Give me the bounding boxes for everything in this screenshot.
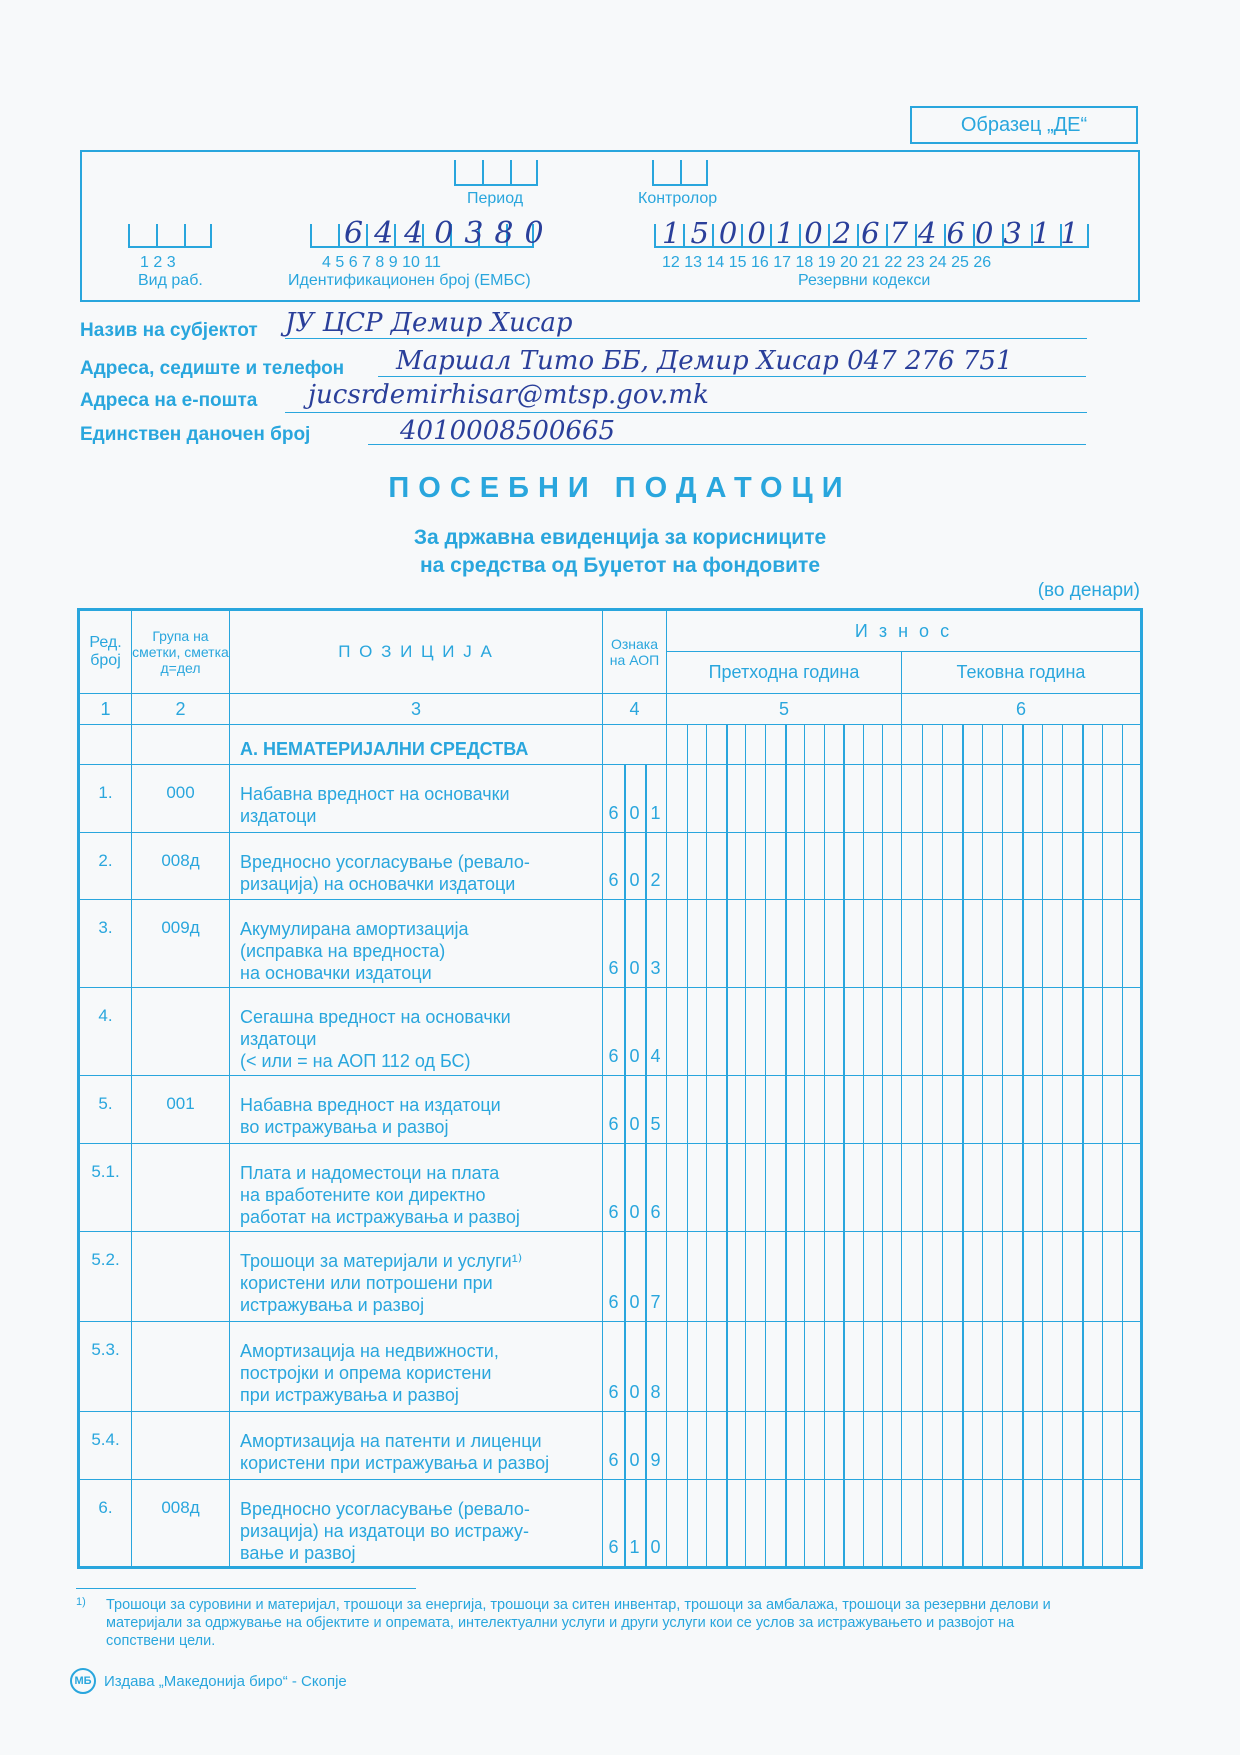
aop-code xyxy=(603,765,667,833)
position-text xyxy=(230,1480,603,1568)
id-value: 6440380 xyxy=(344,216,555,251)
aop-digit: 6 xyxy=(608,1046,619,1066)
row-number: 5.3. xyxy=(79,1322,132,1412)
period-boxes[interactable] xyxy=(454,160,538,186)
subtitle xyxy=(0,524,1240,580)
aop-digit: 6 xyxy=(608,958,619,978)
aop-digit: 6 xyxy=(650,1202,661,1222)
group-code: 009д xyxy=(132,900,230,988)
aop-digit: 6 xyxy=(608,1537,619,1557)
footnote-rule xyxy=(76,1588,416,1589)
amount-curr-year-input[interactable] xyxy=(902,765,1142,833)
header-aop: Ознака на АОП xyxy=(603,610,667,694)
aop-digit: 0 xyxy=(629,870,640,890)
position-line: користени при истражувања и развој xyxy=(240,1453,550,1473)
tax-number-label: Единствен даночен број xyxy=(80,424,311,445)
position-line: издатоци xyxy=(240,1029,317,1049)
position-line: Амортизација на патенти и лиценци xyxy=(240,1431,542,1451)
aop-digit: 0 xyxy=(629,1046,640,1066)
work-type-label: Вид раб. xyxy=(138,272,203,289)
row-number: 5.1. xyxy=(79,1144,132,1232)
position-line: вање и развој xyxy=(240,1543,356,1563)
aop-digit: 0 xyxy=(629,1202,640,1222)
aop-digit: 6 xyxy=(608,1382,619,1402)
group-code: 000 xyxy=(132,765,230,833)
position-line: при истражувања и развој xyxy=(240,1385,459,1405)
row-number: 3. xyxy=(79,900,132,988)
position-line: ризација) на издатоци во истражу- xyxy=(240,1521,530,1541)
header-amount: И з н о с xyxy=(667,610,1142,652)
aop-digit: 9 xyxy=(650,1450,661,1470)
aop-digit: 0 xyxy=(629,803,640,823)
aop-digit: 5 xyxy=(650,1114,661,1134)
position-line: Вредносно усогласување (ревало- xyxy=(240,1499,530,1519)
header-position: П О З И Ц И Ј А xyxy=(230,610,603,694)
amount-prev-year-input[interactable] xyxy=(667,988,902,1076)
work-type-boxes[interactable] xyxy=(128,224,212,248)
row-number: 5. xyxy=(79,1076,132,1144)
address-label: Адреса, седиште и телефон xyxy=(80,358,345,379)
main-title: ПОСЕБНИ ПОДАТОЦИ xyxy=(388,472,852,504)
row-number: 4. xyxy=(79,988,132,1076)
amount-prev-year-input[interactable] xyxy=(667,1412,902,1480)
amount-curr-year-input[interactable] xyxy=(902,988,1142,1076)
subject-name-label: Назив на субјектот xyxy=(80,320,258,341)
aop-digit: 1 xyxy=(629,1537,640,1557)
aop-digit: 7 xyxy=(650,1292,661,1312)
group-code xyxy=(132,1322,230,1412)
col-number-4: 4 xyxy=(603,694,667,725)
aop-digit: 6 xyxy=(608,1202,619,1222)
amount-prev-year-input[interactable] xyxy=(667,1322,902,1412)
aop-digit: 6 xyxy=(608,1292,619,1312)
group-code: 008д xyxy=(132,1480,230,1568)
table-row xyxy=(79,900,1142,988)
col-number-5: 5 xyxy=(667,694,902,725)
aop-digit: 6 xyxy=(608,1114,619,1134)
aop-digit: 4 xyxy=(650,1046,661,1066)
aop-digit: 2 xyxy=(650,870,661,890)
position-text xyxy=(230,765,603,833)
col-number-3: 3 xyxy=(230,694,603,725)
position-text xyxy=(230,900,603,988)
aop-code xyxy=(603,1412,667,1480)
table-row xyxy=(79,1480,1142,1568)
aop-digit: 0 xyxy=(650,1537,661,1557)
header-prev-year: Претходна година xyxy=(667,652,902,694)
group-code xyxy=(132,1232,230,1322)
id-numbers: 4 5 6 7 8 9 10 11 xyxy=(322,254,441,271)
period-label: Период xyxy=(467,190,524,207)
position-line: (< или = на АОП 112 од БС) xyxy=(240,1051,471,1071)
aop-code xyxy=(603,1076,667,1144)
position-line: издатоци xyxy=(240,806,317,826)
table-row xyxy=(79,1144,1142,1232)
amount-prev-year-input[interactable] xyxy=(667,1232,902,1322)
aop-code xyxy=(603,988,667,1076)
section-row xyxy=(79,725,1142,765)
amount-prev-section xyxy=(667,725,902,765)
position-text xyxy=(230,988,603,1076)
position-line: Набавна вредност на основачки xyxy=(240,784,510,804)
aop-code xyxy=(603,1144,667,1232)
position-line: постројки и опрема користени xyxy=(240,1363,492,1383)
work-type-numbers: 1 2 3 xyxy=(140,254,176,271)
aop-code xyxy=(603,833,667,900)
aop-code xyxy=(603,900,667,988)
col-number-6: 6 xyxy=(902,694,1142,725)
position-line: Сегашна вредност на основачки xyxy=(240,1007,511,1027)
email-label: Адреса на е-пошта xyxy=(80,390,258,411)
position-line: Акумулирана амортизација xyxy=(240,919,469,939)
amount-curr-year-input[interactable] xyxy=(902,833,1142,900)
row-number: 5.4. xyxy=(79,1412,132,1480)
publisher-logo: МБ xyxy=(70,1668,96,1694)
position-line: Вредносно усогласување (ревало- xyxy=(240,852,530,872)
aop-digit: 8 xyxy=(650,1382,661,1402)
address-value: Маршал Тито ББ, Демир Хисар 047 276 751 xyxy=(396,346,1013,376)
aop-code xyxy=(603,1232,667,1322)
section-title: А. НЕМАТЕРИЈАЛНИ СРЕДСТВА xyxy=(230,725,603,765)
email-value: jucsrdemirhisar@mtsp.gov.mk xyxy=(308,380,709,410)
position-text xyxy=(230,833,603,900)
table-row xyxy=(79,833,1142,900)
amount-prev-year-input[interactable] xyxy=(667,1144,902,1232)
aop-code xyxy=(603,1480,667,1568)
amount-prev-year-input[interactable] xyxy=(667,1480,902,1568)
position-text xyxy=(230,1232,603,1322)
amount-curr-year-input[interactable] xyxy=(902,1322,1142,1412)
amount-prev-year-input[interactable] xyxy=(667,900,902,988)
id-label: Идентификационен број (ЕМБС) xyxy=(288,272,531,289)
position-line: на основачки издатоци xyxy=(240,963,432,983)
amount-prev-year-input[interactable] xyxy=(667,765,902,833)
group-code: 001 xyxy=(132,1076,230,1144)
footnote-marker: 1) xyxy=(76,1596,86,1608)
position-line: користени или потрошени при xyxy=(240,1273,493,1293)
aop-digit: 0 xyxy=(629,958,640,978)
header-group: Група на сметки, сметка д=дел xyxy=(132,610,230,694)
row-number: 1. xyxy=(79,765,132,833)
aop-digit: 6 xyxy=(608,870,619,890)
aop-digit: 6 xyxy=(608,1450,619,1470)
aop-digit: 0 xyxy=(629,1450,640,1470)
control-boxes[interactable] xyxy=(652,160,708,186)
amount-prev-year-input[interactable] xyxy=(667,833,902,900)
amount-curr-section xyxy=(902,725,1142,765)
aop-digit: 0 xyxy=(629,1114,640,1134)
form-id-box: Образец „ДЕ“ xyxy=(910,106,1138,144)
subtitle-line-1: За државна евиденција за корисниците xyxy=(413,526,827,549)
position-line: Плата и надоместоци на плата xyxy=(240,1163,500,1183)
position-line: на вработените кои директно xyxy=(240,1185,486,1205)
header-curr-year: Тековна година xyxy=(902,652,1142,694)
reserve-value: 150010267460311 xyxy=(662,216,1089,250)
table-row xyxy=(79,1076,1142,1144)
amount-curr-year-input[interactable] xyxy=(902,1232,1142,1322)
position-line: ризација) на основачки издатоци xyxy=(240,874,516,894)
position-line: Трошоци за материјали и услуги¹⁾ xyxy=(240,1251,523,1271)
group-code xyxy=(132,1412,230,1480)
col-number-1: 1 xyxy=(79,694,132,725)
aop-digit: 0 xyxy=(629,1292,640,1312)
tax-number-value: 4010008500665 xyxy=(400,416,616,446)
amount-curr-year-input[interactable] xyxy=(902,1144,1142,1232)
table-row xyxy=(79,765,1142,833)
aop-digit: 6 xyxy=(608,803,619,823)
row-number: 2. xyxy=(79,833,132,900)
position-line: Набавна вредност на издатоци xyxy=(240,1095,501,1115)
reserve-numbers: 12 13 14 15 16 17 18 19 20 21 22 23 24 25 26 xyxy=(662,254,992,271)
subject-name-value: ЈУ ЦСР Демир Хисар xyxy=(285,308,573,338)
table-row xyxy=(79,1322,1142,1412)
reserve-label: Резервни кодекси xyxy=(798,272,931,289)
group-code: 008д xyxy=(132,833,230,900)
header-box xyxy=(80,150,1140,302)
amount-curr-year-input[interactable] xyxy=(902,1480,1142,1568)
group-code xyxy=(132,1144,230,1232)
position-line: (исправка на вредноста) xyxy=(240,941,446,961)
footnote-text: Трошоци за суровини и материјал, трошоци за енергија, трошоци за ситен инвентар, трошоци за амбалажа, трошоци за резервни делови и материјали за одржување на објектите и опремата, интелектуални услуги и други услуги кои се услов за истражувањето и развојот на сопствени цели. xyxy=(106,1597,1051,1649)
aop-digit: 0 xyxy=(629,1382,640,1402)
aop-digit: 1 xyxy=(650,803,661,823)
position-line: истражувања и развој xyxy=(240,1295,425,1315)
position-text xyxy=(230,1322,603,1412)
position-line: во истражувања и развој xyxy=(240,1117,449,1137)
amount-curr-year-input[interactable] xyxy=(902,900,1142,988)
aop-code xyxy=(603,1322,667,1412)
header-row-no: Ред. број xyxy=(79,610,132,694)
position-line: работат на истражувања и развој xyxy=(240,1207,520,1227)
position-text xyxy=(230,1076,603,1144)
subtitle-line-2: на средства од Буџетот на фондовите xyxy=(419,554,821,577)
position-text xyxy=(230,1412,603,1480)
publisher-text: Издава „Македонија биро“ - Скопје xyxy=(104,1672,347,1690)
table-row xyxy=(79,988,1142,1076)
row-number: 6. xyxy=(79,1480,132,1568)
amount-curr-year-input[interactable] xyxy=(902,1076,1142,1144)
col-number-2: 2 xyxy=(132,694,230,725)
group-code xyxy=(132,988,230,1076)
table-row xyxy=(79,1232,1142,1322)
table-row xyxy=(79,1412,1142,1480)
publisher xyxy=(70,1668,347,1694)
amount-curr-year-input[interactable] xyxy=(902,1412,1142,1480)
data-table xyxy=(77,608,1143,1569)
position-text xyxy=(230,1144,603,1232)
row-number: 5.2. xyxy=(79,1232,132,1322)
position-line: Амортизација на недвижности, xyxy=(240,1341,499,1361)
amount-prev-year-input[interactable] xyxy=(667,1076,902,1144)
currency-note: (во денари) xyxy=(1037,580,1140,601)
aop-digit: 3 xyxy=(650,958,661,978)
control-label: Контролор xyxy=(638,190,718,207)
